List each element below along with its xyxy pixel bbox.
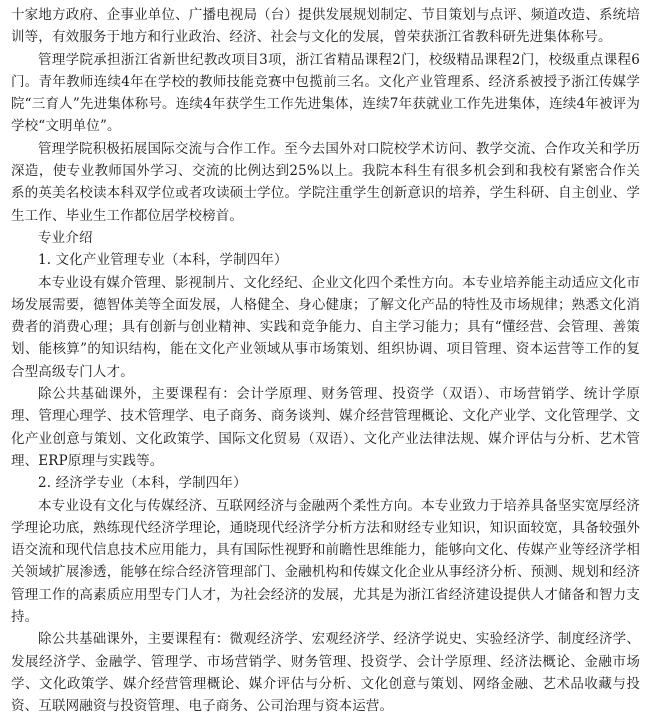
paragraph-economics-description: 本专业设有文化与传媒经济、互联网经济与金融两个柔性方向。本专业致力于培养具备坚实宽厚经济学理论功底，熟练现代经济学理论，通晓现代经济学分析方法和财经专业知识，知识面较宽，具备较强外语交流和现代信息技术应用能力，具有国际性视野和前瞻性思维能力，能够向文化、传媒产业等经济学相关领域扩展渗透，能够在综合经济管理部门、金融机构和传媒文化企业从事经济分析、预测、规划和经济管理工作的高素质应用型专门人才，为社会经济的发展，尤其是为浙江省经济建设提供人才储备和智力支持。 — [11, 497, 640, 626]
paragraph-economics-courses: 除公共基础课外，主要课程有：微观经济学、宏观经济学、经济学说史、实验经济学、制度经济学、发展经济学、金融学、管理学、市场营销学、财务管理、投资学、会计学原理、经济法概论、金融市场学、文化政策学、媒介经营管理概论、媒介评估与分析、文化创意与策划、网络金融、艺术品收藏与投资、互联网融资与投资管理、电子商务、公司治理与资本运营。 — [11, 631, 640, 715]
paragraph-cultural-industry-courses: 除公共基础课外，主要课程有：会计学原理、财务管理、投资学（双语）、市场营销学、统计学原理、管理心理学、技术管理学、电子商务、商务谈判、媒介经营管理概论、文化产业学、文化管理学、文化产业创意与策划、文化政策学、国际文化贸易（双语）、文化产业法律法规、媒介评估与分析、艺术管理、ERP原理与实践等。 — [11, 386, 640, 469]
major-heading-cultural-industry: 1. 文化产业管理专业（本科，学制四年） — [38, 252, 288, 269]
major-heading-economics: 2. 经济学专业（本科，学制四年） — [38, 475, 247, 492]
section-heading-majors: 专业介绍 — [38, 229, 93, 246]
paragraph-teaching-achievements: 管理学院承担浙江省新世纪教改项目3项，浙江省精品课程2门，校级精品课程2门，校级重点课程6门。青年教师连续4年在学校的教师技能竞赛中包揽前三名。文化产业管理系、经济系被授予浙江传媒学院“三育人”先进集体称号。连续4年获学生工作先进集体，连续7年获就业工作先进集体，连续4年被评为学校“文明单位”。 — [11, 51, 640, 135]
paragraph-cultural-industry-description: 本专业设有媒介管理、影视制片、文化经纪、企业文化四个柔性方向。本专业培养能主动适应文化市场发展需要，德智体美等全面发展，人格健全、身心健康；了解文化产品的特性及市场规律；熟悉文化消费者的消费心理；具有创新与创业精神、实践和竞争能力、自主学习能力；具有“懂经营、会管理、善策划、能核算”的知识结构，能在文化产业领域从事市场策划、组织协调、项目管理、资本运营等工作的复合型高级专门人才。 — [11, 274, 640, 380]
paragraph-intro-continuation: 十家地方政府、企事业单位、广播电视局（台）提供发展规划制定、节目策划与点评、频道改造、系统培训等，有效服务于地方和行业政治、经济、社会与文化的发展，曾荣获浙江省教科研先进集体称号。 — [11, 7, 640, 46]
paragraph-international-exchange: 管理学院积极拓展国际交流与合作工作。至今去国外对口院校学术访问、教学交流、合作攻关和学历深造，使专业教师国外学习、交流的比例达到25%以上。我院本科生有很多机会到和我校有紧密合作关系的英美名校读本科双学位或者攻读硕士学位。学院注重学生创新意识的培养，学生科研、自主创业、学生工作、毕业生工作都位居学校榜首。 — [11, 140, 640, 224]
